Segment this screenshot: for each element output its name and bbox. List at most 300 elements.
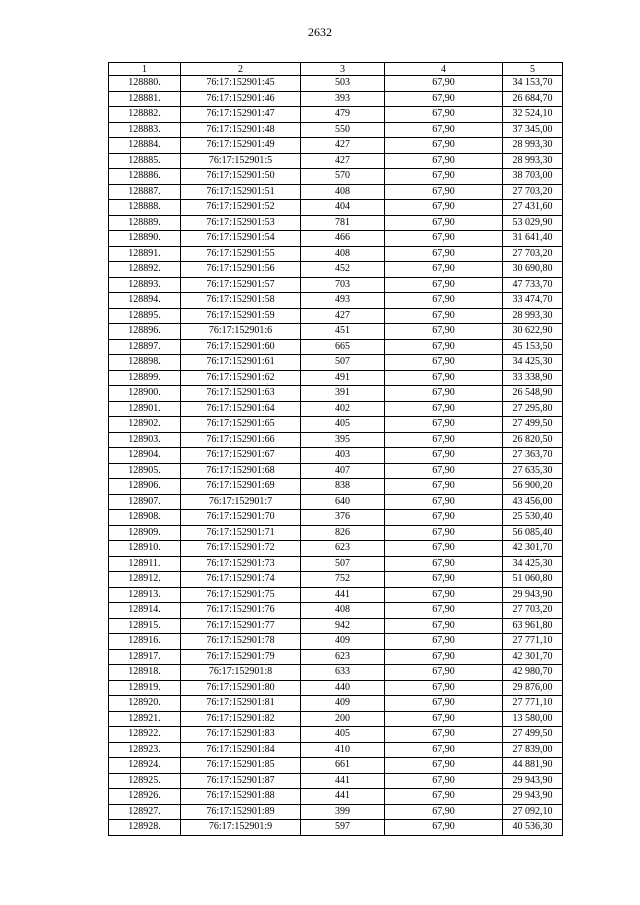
table-row bbox=[109, 696, 563, 712]
column-header-1: 1 bbox=[109, 63, 181, 76]
cadastral-number-cell: 76:17:152901:48 bbox=[181, 122, 301, 138]
row-number-cell: 128909. bbox=[109, 525, 181, 541]
row-number-cell: 128907. bbox=[109, 494, 181, 510]
table-row bbox=[109, 417, 563, 433]
rate-cell: 67,90 bbox=[385, 773, 503, 789]
area-cell: 427 bbox=[301, 153, 385, 169]
area-cell: 491 bbox=[301, 370, 385, 386]
table-row bbox=[109, 804, 563, 820]
cadastral-number-cell: 76:17:152901:75 bbox=[181, 587, 301, 603]
table-row bbox=[109, 556, 563, 572]
amount-cell: 26 820,50 bbox=[503, 432, 563, 448]
rate-cell: 67,90 bbox=[385, 572, 503, 588]
area-cell: 570 bbox=[301, 169, 385, 185]
amount-cell: 53 029,90 bbox=[503, 215, 563, 231]
amount-cell: 56 900,20 bbox=[503, 479, 563, 495]
row-number-cell: 128891. bbox=[109, 246, 181, 262]
amount-cell: 38 703,00 bbox=[503, 169, 563, 185]
area-cell: 826 bbox=[301, 525, 385, 541]
header-row bbox=[109, 63, 563, 76]
area-cell: 942 bbox=[301, 618, 385, 634]
rate-cell: 67,90 bbox=[385, 417, 503, 433]
amount-cell: 27 431,60 bbox=[503, 200, 563, 216]
table-row bbox=[109, 773, 563, 789]
row-number-cell: 128928. bbox=[109, 820, 181, 836]
rate-cell: 67,90 bbox=[385, 820, 503, 836]
table-row bbox=[109, 107, 563, 123]
area-cell: 409 bbox=[301, 634, 385, 650]
amount-cell: 27 771,10 bbox=[503, 634, 563, 650]
amount-cell: 43 456,00 bbox=[503, 494, 563, 510]
row-number-cell: 128927. bbox=[109, 804, 181, 820]
rate-cell: 67,90 bbox=[385, 432, 503, 448]
area-cell: 404 bbox=[301, 200, 385, 216]
rate-cell: 67,90 bbox=[385, 215, 503, 231]
table-row bbox=[109, 448, 563, 464]
area-cell: 409 bbox=[301, 696, 385, 712]
cadastral-number-cell: 76:17:152901:81 bbox=[181, 696, 301, 712]
rate-cell: 67,90 bbox=[385, 541, 503, 557]
area-cell: 493 bbox=[301, 293, 385, 309]
cadastral-number-cell: 76:17:152901:55 bbox=[181, 246, 301, 262]
rate-cell: 67,90 bbox=[385, 184, 503, 200]
table-row bbox=[109, 727, 563, 743]
area-cell: 507 bbox=[301, 355, 385, 371]
rate-cell: 67,90 bbox=[385, 355, 503, 371]
cadastral-number-cell: 76:17:152901:59 bbox=[181, 308, 301, 324]
row-number-cell: 128888. bbox=[109, 200, 181, 216]
cadastral-number-cell: 76:17:152901:47 bbox=[181, 107, 301, 123]
area-cell: 405 bbox=[301, 417, 385, 433]
row-number-cell: 128895. bbox=[109, 308, 181, 324]
row-number-cell: 128881. bbox=[109, 91, 181, 107]
column-header-5: 5 bbox=[503, 63, 563, 76]
table-row bbox=[109, 711, 563, 727]
row-number-cell: 128906. bbox=[109, 479, 181, 495]
amount-cell: 28 993,30 bbox=[503, 308, 563, 324]
rate-cell: 67,90 bbox=[385, 742, 503, 758]
amount-cell: 27 771,10 bbox=[503, 696, 563, 712]
table-row bbox=[109, 634, 563, 650]
amount-cell: 28 993,30 bbox=[503, 153, 563, 169]
amount-cell: 30 690,80 bbox=[503, 262, 563, 278]
area-cell: 633 bbox=[301, 665, 385, 681]
amount-cell: 34 425,30 bbox=[503, 556, 563, 572]
table-row bbox=[109, 308, 563, 324]
row-number-cell: 128892. bbox=[109, 262, 181, 278]
cadastral-number-cell: 76:17:152901:78 bbox=[181, 634, 301, 650]
amount-cell: 47 733,70 bbox=[503, 277, 563, 293]
rate-cell: 67,90 bbox=[385, 665, 503, 681]
cadastral-number-cell: 76:17:152901:61 bbox=[181, 355, 301, 371]
cadastral-number-cell: 76:17:152901:71 bbox=[181, 525, 301, 541]
rate-cell: 67,90 bbox=[385, 556, 503, 572]
cadastral-number-cell: 76:17:152901:60 bbox=[181, 339, 301, 355]
area-cell: 408 bbox=[301, 603, 385, 619]
column-header-3: 3 bbox=[301, 63, 385, 76]
area-cell: 451 bbox=[301, 324, 385, 340]
cadastral-number-cell: 76:17:152901:46 bbox=[181, 91, 301, 107]
rate-cell: 67,90 bbox=[385, 727, 503, 743]
row-number-cell: 128894. bbox=[109, 293, 181, 309]
amount-cell: 25 530,40 bbox=[503, 510, 563, 526]
area-cell: 479 bbox=[301, 107, 385, 123]
amount-cell: 63 961,80 bbox=[503, 618, 563, 634]
cadastral-number-cell: 76:17:152901:87 bbox=[181, 773, 301, 789]
area-cell: 452 bbox=[301, 262, 385, 278]
rate-cell: 67,90 bbox=[385, 138, 503, 154]
area-cell: 410 bbox=[301, 742, 385, 758]
amount-cell: 56 085,40 bbox=[503, 525, 563, 541]
table-row bbox=[109, 401, 563, 417]
row-number-cell: 128904. bbox=[109, 448, 181, 464]
cadastral-number-cell: 76:17:152901:77 bbox=[181, 618, 301, 634]
table-row bbox=[109, 463, 563, 479]
amount-cell: 42 301,70 bbox=[503, 649, 563, 665]
table-row bbox=[109, 680, 563, 696]
row-number-cell: 128913. bbox=[109, 587, 181, 603]
row-number-cell: 128921. bbox=[109, 711, 181, 727]
table-row bbox=[109, 91, 563, 107]
rate-cell: 67,90 bbox=[385, 122, 503, 138]
table-body bbox=[109, 76, 563, 836]
cadastral-number-cell: 76:17:152901:66 bbox=[181, 432, 301, 448]
amount-cell: 27 092,10 bbox=[503, 804, 563, 820]
table-row bbox=[109, 231, 563, 247]
area-cell: 781 bbox=[301, 215, 385, 231]
area-cell: 623 bbox=[301, 541, 385, 557]
area-cell: 408 bbox=[301, 246, 385, 262]
cadastral-number-cell: 76:17:152901:67 bbox=[181, 448, 301, 464]
area-cell: 395 bbox=[301, 432, 385, 448]
area-cell: 427 bbox=[301, 308, 385, 324]
table-row bbox=[109, 665, 563, 681]
area-cell: 665 bbox=[301, 339, 385, 355]
area-cell: 427 bbox=[301, 138, 385, 154]
row-number-cell: 128889. bbox=[109, 215, 181, 231]
area-cell: 550 bbox=[301, 122, 385, 138]
area-cell: 405 bbox=[301, 727, 385, 743]
area-cell: 376 bbox=[301, 510, 385, 526]
amount-cell: 27 839,00 bbox=[503, 742, 563, 758]
cadastral-number-cell: 76:17:152901:49 bbox=[181, 138, 301, 154]
table-row bbox=[109, 432, 563, 448]
table-row bbox=[109, 370, 563, 386]
amount-cell: 29 876,00 bbox=[503, 680, 563, 696]
row-number-cell: 128903. bbox=[109, 432, 181, 448]
rate-cell: 67,90 bbox=[385, 649, 503, 665]
cadastral-number-cell: 76:17:152901:54 bbox=[181, 231, 301, 247]
row-number-cell: 128905. bbox=[109, 463, 181, 479]
cadastral-number-cell: 76:17:152901:70 bbox=[181, 510, 301, 526]
amount-cell: 31 641,40 bbox=[503, 231, 563, 247]
amount-cell: 27 703,20 bbox=[503, 184, 563, 200]
amount-cell: 29 943,90 bbox=[503, 789, 563, 805]
table-row bbox=[109, 603, 563, 619]
row-number-cell: 128912. bbox=[109, 572, 181, 588]
area-cell: 441 bbox=[301, 773, 385, 789]
area-cell: 440 bbox=[301, 680, 385, 696]
table-row bbox=[109, 76, 563, 92]
cadastral-number-cell: 76:17:152901:79 bbox=[181, 649, 301, 665]
rate-cell: 67,90 bbox=[385, 339, 503, 355]
rate-cell: 67,90 bbox=[385, 153, 503, 169]
row-number-cell: 128900. bbox=[109, 386, 181, 402]
area-cell: 441 bbox=[301, 587, 385, 603]
area-cell: 838 bbox=[301, 479, 385, 495]
table-row bbox=[109, 122, 563, 138]
amount-cell: 29 943,90 bbox=[503, 587, 563, 603]
amount-cell: 34 425,30 bbox=[503, 355, 563, 371]
amount-cell: 27 363,70 bbox=[503, 448, 563, 464]
rate-cell: 67,90 bbox=[385, 107, 503, 123]
rate-cell: 67,90 bbox=[385, 634, 503, 650]
page-number: 2632 bbox=[308, 25, 332, 39]
cadastral-number-cell: 76:17:152901:9 bbox=[181, 820, 301, 836]
amount-cell: 28 993,30 bbox=[503, 138, 563, 154]
amount-cell: 32 524,10 bbox=[503, 107, 563, 123]
rate-cell: 67,90 bbox=[385, 401, 503, 417]
cadastral-number-cell: 76:17:152901:56 bbox=[181, 262, 301, 278]
area-cell: 403 bbox=[301, 448, 385, 464]
cadastral-number-cell: 76:17:152901:69 bbox=[181, 479, 301, 495]
table-row bbox=[109, 184, 563, 200]
cadastral-number-cell: 76:17:152901:68 bbox=[181, 463, 301, 479]
table-row bbox=[109, 541, 563, 557]
amount-cell: 33 338,90 bbox=[503, 370, 563, 386]
row-number-cell: 128924. bbox=[109, 758, 181, 774]
table-row bbox=[109, 153, 563, 169]
rate-cell: 67,90 bbox=[385, 680, 503, 696]
amount-cell: 27 703,20 bbox=[503, 246, 563, 262]
amount-cell: 42 301,70 bbox=[503, 541, 563, 557]
table-row bbox=[109, 262, 563, 278]
cadastral-number-cell: 76:17:152901:51 bbox=[181, 184, 301, 200]
cadastral-number-cell: 76:17:152901:45 bbox=[181, 76, 301, 92]
cadastral-number-cell: 76:17:152901:6 bbox=[181, 324, 301, 340]
cadastral-number-cell: 76:17:152901:85 bbox=[181, 758, 301, 774]
cadastral-number-cell: 76:17:152901:52 bbox=[181, 200, 301, 216]
row-number-cell: 128919. bbox=[109, 680, 181, 696]
cadastral-number-cell: 76:17:152901:57 bbox=[181, 277, 301, 293]
table-row bbox=[109, 510, 563, 526]
cadastral-number-cell: 76:17:152901:73 bbox=[181, 556, 301, 572]
column-header-4: 4 bbox=[385, 63, 503, 76]
cadastral-number-cell: 76:17:152901:7 bbox=[181, 494, 301, 510]
amount-cell: 13 580,00 bbox=[503, 711, 563, 727]
cadastral-number-cell: 76:17:152901:5 bbox=[181, 153, 301, 169]
table-row bbox=[109, 277, 563, 293]
area-cell: 200 bbox=[301, 711, 385, 727]
table-row bbox=[109, 355, 563, 371]
row-number-cell: 128918. bbox=[109, 665, 181, 681]
row-number-cell: 128885. bbox=[109, 153, 181, 169]
cadastral-number-cell: 76:17:152901:84 bbox=[181, 742, 301, 758]
row-number-cell: 128893. bbox=[109, 277, 181, 293]
table-row bbox=[109, 293, 563, 309]
rate-cell: 67,90 bbox=[385, 510, 503, 526]
table-row bbox=[109, 587, 563, 603]
amount-cell: 27 703,20 bbox=[503, 603, 563, 619]
area-cell: 623 bbox=[301, 649, 385, 665]
cadastral-number-cell: 76:17:152901:72 bbox=[181, 541, 301, 557]
cadastral-number-cell: 76:17:152901:53 bbox=[181, 215, 301, 231]
cadastral-number-cell: 76:17:152901:88 bbox=[181, 789, 301, 805]
rate-cell: 67,90 bbox=[385, 758, 503, 774]
area-cell: 408 bbox=[301, 184, 385, 200]
row-number-cell: 128911. bbox=[109, 556, 181, 572]
amount-cell: 34 153,70 bbox=[503, 76, 563, 92]
row-number-cell: 128890. bbox=[109, 231, 181, 247]
amount-cell: 51 060,80 bbox=[503, 572, 563, 588]
rate-cell: 67,90 bbox=[385, 308, 503, 324]
row-number-cell: 128886. bbox=[109, 169, 181, 185]
rate-cell: 67,90 bbox=[385, 277, 503, 293]
area-cell: 402 bbox=[301, 401, 385, 417]
amount-cell: 26 548,90 bbox=[503, 386, 563, 402]
area-cell: 399 bbox=[301, 804, 385, 820]
amount-cell: 37 345,00 bbox=[503, 122, 563, 138]
area-cell: 503 bbox=[301, 76, 385, 92]
area-cell: 391 bbox=[301, 386, 385, 402]
amount-cell: 33 474,70 bbox=[503, 293, 563, 309]
rate-cell: 67,90 bbox=[385, 618, 503, 634]
cadastral-number-cell: 76:17:152901:58 bbox=[181, 293, 301, 309]
rate-cell: 67,90 bbox=[385, 479, 503, 495]
area-cell: 752 bbox=[301, 572, 385, 588]
row-number-cell: 128925. bbox=[109, 773, 181, 789]
rate-cell: 67,90 bbox=[385, 525, 503, 541]
row-number-cell: 128915. bbox=[109, 618, 181, 634]
rate-cell: 67,90 bbox=[385, 169, 503, 185]
row-number-cell: 128901. bbox=[109, 401, 181, 417]
table-row bbox=[109, 618, 563, 634]
row-number-cell: 128883. bbox=[109, 122, 181, 138]
rate-cell: 67,90 bbox=[385, 463, 503, 479]
rate-cell: 67,90 bbox=[385, 696, 503, 712]
rate-cell: 67,90 bbox=[385, 370, 503, 386]
table-row bbox=[109, 386, 563, 402]
table-row bbox=[109, 742, 563, 758]
area-cell: 640 bbox=[301, 494, 385, 510]
table-row bbox=[109, 169, 563, 185]
table-row bbox=[109, 339, 563, 355]
rate-cell: 67,90 bbox=[385, 246, 503, 262]
area-cell: 597 bbox=[301, 820, 385, 836]
amount-cell: 29 943,90 bbox=[503, 773, 563, 789]
table-row bbox=[109, 479, 563, 495]
cadastral-number-cell: 76:17:152901:74 bbox=[181, 572, 301, 588]
area-cell: 703 bbox=[301, 277, 385, 293]
rate-cell: 67,90 bbox=[385, 200, 503, 216]
amount-cell: 27 499,50 bbox=[503, 727, 563, 743]
area-cell: 393 bbox=[301, 91, 385, 107]
rate-cell: 67,90 bbox=[385, 494, 503, 510]
area-cell: 466 bbox=[301, 231, 385, 247]
rate-cell: 67,90 bbox=[385, 448, 503, 464]
cadastral-number-cell: 76:17:152901:62 bbox=[181, 370, 301, 386]
row-number-cell: 128908. bbox=[109, 510, 181, 526]
cadastral-number-cell: 76:17:152901:89 bbox=[181, 804, 301, 820]
amount-cell: 42 980,70 bbox=[503, 665, 563, 681]
row-number-cell: 128898. bbox=[109, 355, 181, 371]
row-number-cell: 128922. bbox=[109, 727, 181, 743]
rate-cell: 67,90 bbox=[385, 293, 503, 309]
row-number-cell: 128910. bbox=[109, 541, 181, 557]
rate-cell: 67,90 bbox=[385, 324, 503, 340]
cadastral-number-cell: 76:17:152901:63 bbox=[181, 386, 301, 402]
rate-cell: 67,90 bbox=[385, 386, 503, 402]
cadastral-number-cell: 76:17:152901:82 bbox=[181, 711, 301, 727]
row-number-cell: 128880. bbox=[109, 76, 181, 92]
rate-cell: 67,90 bbox=[385, 76, 503, 92]
data-table bbox=[108, 62, 563, 836]
cadastral-number-cell: 76:17:152901:50 bbox=[181, 169, 301, 185]
amount-cell: 26 684,70 bbox=[503, 91, 563, 107]
cadastral-number-cell: 76:17:152901:83 bbox=[181, 727, 301, 743]
row-number-cell: 128914. bbox=[109, 603, 181, 619]
table-row bbox=[109, 758, 563, 774]
table-row bbox=[109, 200, 563, 216]
cadastral-number-cell: 76:17:152901:65 bbox=[181, 417, 301, 433]
row-number-cell: 128923. bbox=[109, 742, 181, 758]
rate-cell: 67,90 bbox=[385, 91, 503, 107]
area-cell: 507 bbox=[301, 556, 385, 572]
column-header-2: 2 bbox=[181, 63, 301, 76]
cadastral-number-cell: 76:17:152901:80 bbox=[181, 680, 301, 696]
table-row bbox=[109, 525, 563, 541]
table-row bbox=[109, 649, 563, 665]
row-number-cell: 128926. bbox=[109, 789, 181, 805]
row-number-cell: 128884. bbox=[109, 138, 181, 154]
rate-cell: 67,90 bbox=[385, 789, 503, 805]
table-row bbox=[109, 324, 563, 340]
table-row bbox=[109, 572, 563, 588]
table-row bbox=[109, 138, 563, 154]
amount-cell: 30 622,90 bbox=[503, 324, 563, 340]
cadastral-number-cell: 76:17:152901:76 bbox=[181, 603, 301, 619]
amount-cell: 27 635,30 bbox=[503, 463, 563, 479]
row-number-cell: 128917. bbox=[109, 649, 181, 665]
cadastral-number-cell: 76:17:152901:8 bbox=[181, 665, 301, 681]
rate-cell: 67,90 bbox=[385, 587, 503, 603]
row-number-cell: 128882. bbox=[109, 107, 181, 123]
rate-cell: 67,90 bbox=[385, 262, 503, 278]
table-row bbox=[109, 494, 563, 510]
row-number-cell: 128916. bbox=[109, 634, 181, 650]
amount-cell: 27 295,80 bbox=[503, 401, 563, 417]
amount-cell: 27 499,50 bbox=[503, 417, 563, 433]
row-number-cell: 128897. bbox=[109, 339, 181, 355]
table-row bbox=[109, 820, 563, 836]
row-number-cell: 128902. bbox=[109, 417, 181, 433]
row-number-cell: 128899. bbox=[109, 370, 181, 386]
amount-cell: 45 153,50 bbox=[503, 339, 563, 355]
rate-cell: 67,90 bbox=[385, 231, 503, 247]
area-cell: 661 bbox=[301, 758, 385, 774]
table-row bbox=[109, 246, 563, 262]
cadastral-number-cell: 76:17:152901:64 bbox=[181, 401, 301, 417]
table-row bbox=[109, 789, 563, 805]
table-header bbox=[109, 63, 563, 76]
rate-cell: 67,90 bbox=[385, 804, 503, 820]
row-number-cell: 128920. bbox=[109, 696, 181, 712]
amount-cell: 44 881,90 bbox=[503, 758, 563, 774]
area-cell: 407 bbox=[301, 463, 385, 479]
rate-cell: 67,90 bbox=[385, 603, 503, 619]
rate-cell: 67,90 bbox=[385, 711, 503, 727]
row-number-cell: 128896. bbox=[109, 324, 181, 340]
